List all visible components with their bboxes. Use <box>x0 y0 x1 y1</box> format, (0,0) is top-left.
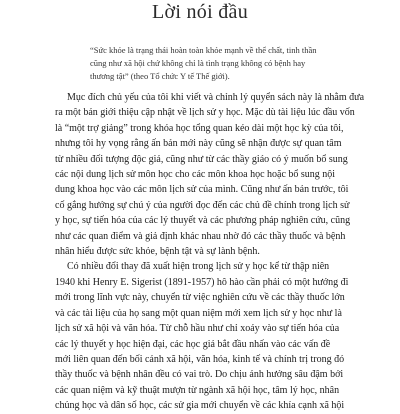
text-line: thầy thuốc và bệnh nhân đều có vai trò. Do chịu ảnh hưởng sâu đậm bởi <box>55 369 344 381</box>
text-line: y học, sự tiến hóa của các lý thuyết và các phương pháp nghiên cứu, cũng <box>55 215 351 227</box>
text-line: các quan niệm và kỹ thuật mượn từ ngành xã hội học, tâm lý học, nhân <box>55 384 340 396</box>
text-line: các nội dung lịch sử môn học cho các môn khoa học hoặc bổ sung nội <box>55 169 336 181</box>
text-line: cố gắng hướng sự chú ý của người đọc đến các chủ đề chính trong lịch sử <box>55 199 350 211</box>
epigraph-line: cũng như xã hội chứ không chỉ là tình trạng không có bệnh hay <box>90 58 306 68</box>
text-line: là “một trợ giảng” trong khóa học tổng quan kéo dài một học kỳ của tôi, <box>55 122 344 134</box>
paragraph-1 <box>55 90 365 259</box>
epigraph-line: thương tật” (theo Tổ chức Y tế Thế giới). <box>90 71 230 81</box>
page-title: Lời nói đầu <box>151 1 249 23</box>
text-line: dung khoa học vào các môn lịch sử của mình. Cũng như ấn bản trước, tôi <box>55 184 349 196</box>
paragraph-2 <box>55 259 355 413</box>
body-text <box>55 90 365 414</box>
text-line: Có nhiều đổi thay đã xuất hiện trong lịch sử y học kể từ thập niên <box>67 261 330 273</box>
text-line: ra một bản giới thiệu cập nhật về lịch sử y học. Mặc dù tài liệu lúc đầu vốn <box>55 107 355 119</box>
text-line: Mục đích chủ yếu của tôi khi viết và chỉnh lý quyển sách này là nhằm đưa <box>67 92 365 103</box>
text-line: mới trong lĩnh vực này, chuyển từ việc nghiên cứu về các thầy thuốc lớn <box>55 292 345 304</box>
epigraph-line: “Sức khỏe là trạng thái hoàn toàn khỏe mạnh về thể chất, tinh thần <box>90 45 317 55</box>
text-line: 1940 khi Henry E. Sigerist (1891-1957) hô hào cần phải có một hướng đi <box>55 276 349 288</box>
text-line: nhân hiểu được sức khỏe, bệnh tật và sự lành bệnh. <box>55 246 260 258</box>
text-line: và các tài liệu của họ sang một quan niệm mới xem lịch sử y học như là <box>55 307 342 319</box>
text-line: nhưng tôi hy vọng rằng ấn bản mới này cũng sẽ nhận được sự quan tâm <box>55 138 342 150</box>
epigraph-quote <box>90 44 340 83</box>
text-line: mới liên quan đến bối cảnh xã hội, văn hóa, kinh tế và chính trị trong đó <box>55 353 345 365</box>
text-line: như các quan điểm và giả định khác nhau nhờ đó các thầy thuốc và bệnh <box>55 230 346 242</box>
text-line: chủng học và dân số học, các sử gia mới chuyển về các khía cạnh xã hội <box>55 400 345 412</box>
text-line: lịch sử xã hội và văn hóa. Từ chỗ hầu như chỉ xoáy vào sự tiến hóa của <box>55 323 340 335</box>
text-line: các lý thuyết y học hiện đại, các học giả bắt đầu nhấn vào các vấn đề <box>55 338 331 350</box>
text-line: từ nhiều đối tượng độc giả, cũng như từ các thầy giáo có ý muốn bổ sung <box>55 153 348 165</box>
